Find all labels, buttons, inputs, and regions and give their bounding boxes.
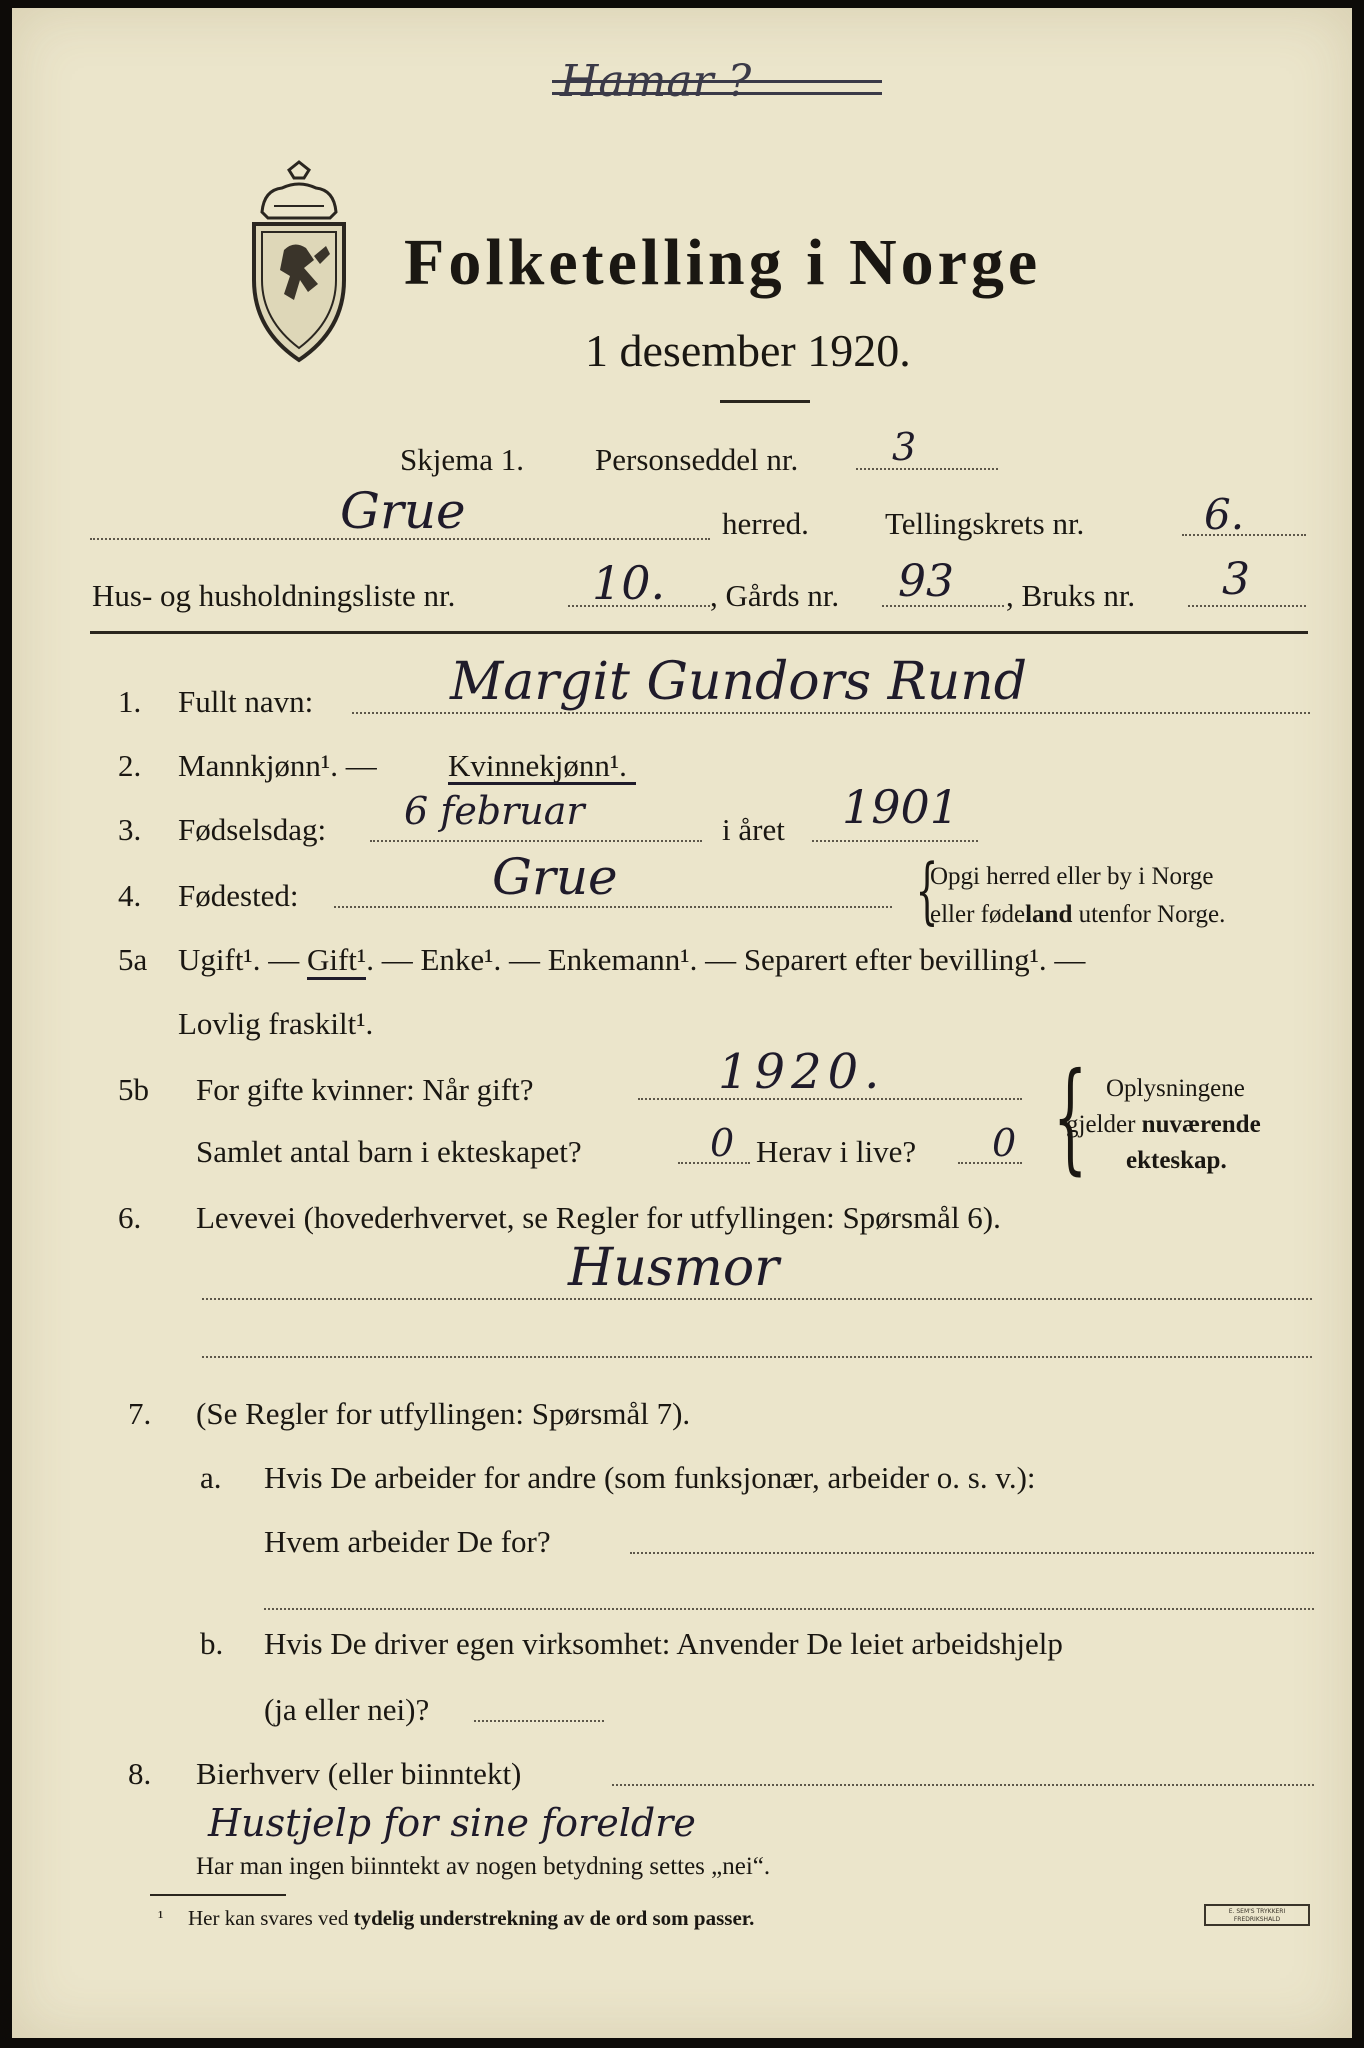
schema-label: Skjema 1.	[400, 442, 524, 477]
q3-number: 3.	[118, 812, 142, 847]
footnote-divider	[150, 1894, 286, 1896]
side-income-note: Har man ingen biinntekt av nogen betydning settes „nei“.	[196, 1853, 771, 1880]
q7b-label: Hvis De driver egen virksomhet: Anvender De leiet arbeidshjelp	[264, 1626, 1063, 1661]
q3-label: Fødselsdag:	[178, 812, 327, 847]
occupation-field-1[interactable]	[202, 1298, 1312, 1300]
birthplace-note-line2: eller fødeland utenfor Norge.	[930, 901, 1226, 928]
page-title: Folketelling i Norge	[404, 226, 1042, 299]
birthday-value: 6 februar	[404, 789, 585, 833]
children-value: 0	[710, 1121, 735, 1165]
q8-label: Bierhverv (eller biinntekt)	[196, 1756, 522, 1791]
crossed-out-note: Hamar ?	[560, 56, 752, 107]
strike-line	[552, 92, 882, 95]
birthday-field[interactable]	[370, 840, 702, 842]
birth-year-value: 1901	[842, 780, 960, 834]
hired-help-field[interactable]	[474, 1720, 604, 1722]
status-gift: Gift¹	[307, 942, 366, 980]
bruks-label: , Bruks nr.	[1006, 578, 1136, 613]
q7a-line2: Hvem arbeider De for?	[264, 1524, 551, 1559]
printer-stamp: E. SEM'S TRYKKERI FREDRIKSHALD	[1204, 1904, 1310, 1926]
tellingskrets-value: 6.	[1204, 490, 1245, 539]
birth-year-label: i året	[722, 812, 785, 847]
q5a-number: 5a	[118, 942, 148, 977]
gards-value: 93	[898, 556, 954, 607]
q1-label: Fullt navn:	[178, 684, 314, 719]
personseddel-field[interactable]	[856, 468, 998, 470]
herred-label: herred.	[722, 506, 809, 541]
q7a-letter: a.	[200, 1460, 222, 1495]
q7b-line2: (ja eller nei)?	[264, 1692, 430, 1727]
married-when-value: 1920.	[718, 1044, 886, 1100]
q5b-label: For gifte kvinner: Når gift?	[196, 1072, 534, 1107]
q6-label: Levevei (hovederhvervet, se Regler for utfyllingen: Spørsmål 6).	[196, 1200, 1001, 1235]
q7-label: (Se Regler for utfyllingen: Spørsmål 7).	[196, 1396, 691, 1431]
q6-number: 6.	[118, 1200, 142, 1235]
sex-male-option[interactable]: Mannkjønn¹. —	[178, 748, 377, 783]
marriage-note-line3: ekteskap.	[1126, 1147, 1227, 1174]
employer-field-2[interactable]	[264, 1608, 1314, 1610]
birthplace-note-brace: {	[915, 848, 939, 932]
birthplace-value: Grue	[492, 848, 618, 906]
q7a-label: Hvis De arbeider for andre (som funksjonær, arbeider o. s. v.):	[264, 1460, 1036, 1495]
q4-label: Fødested:	[178, 878, 299, 913]
coat-of-arms-icon	[234, 160, 364, 370]
marriage-note-brace: {	[1052, 1048, 1088, 1187]
q7b-letter: b.	[200, 1626, 224, 1661]
header-divider	[90, 631, 1308, 634]
census-form-sheet	[12, 8, 1352, 2038]
full-name-field[interactable]	[352, 712, 1310, 714]
employer-field-1[interactable]	[630, 1552, 1314, 1554]
full-name-value: Margit Gundors Rund	[450, 652, 1028, 712]
alive-label: Herav i live?	[756, 1134, 917, 1169]
bruks-value: 3	[1222, 554, 1250, 605]
sex-female-option[interactable]: Kvinnekjønn¹.	[448, 748, 627, 783]
marriage-note-line2: gjelder nuværende	[1066, 1111, 1261, 1138]
q2-number: 2.	[118, 748, 142, 783]
marital-status-options[interactable]: Ugift¹. — Gift¹. — Enke¹. — Enkemann¹. — Separert efter bevilling¹. —	[178, 944, 1085, 975]
census-date: 1 desember 1920.	[585, 325, 911, 376]
q4-number: 4.	[118, 878, 142, 913]
q7-number: 7.	[128, 1396, 152, 1431]
birth-year-field[interactable]	[812, 840, 978, 842]
herred-value: Grue	[340, 482, 466, 540]
marriage-note-line1: Oplysningene	[1106, 1075, 1245, 1102]
title-divider	[720, 400, 810, 403]
occupation-field-2[interactable]	[202, 1356, 1312, 1358]
footnote-text: Her kan svares ved tydelig understrekning av de ord som passer.	[188, 1906, 755, 1930]
children-label: Samlet antal barn i ekteskapet?	[196, 1134, 582, 1169]
q5b-number: 5b	[118, 1072, 149, 1107]
female-underline-mark	[448, 782, 636, 785]
alive-value: 0	[992, 1121, 1017, 1165]
gards-label: , Gårds nr.	[710, 578, 840, 613]
marital-status-line2[interactable]: Lovlig fraskilt¹.	[178, 1006, 374, 1041]
side-income-value: Hustjelp for sine foreldre	[208, 1801, 696, 1845]
q1-number: 1.	[118, 684, 142, 719]
birthplace-field[interactable]	[334, 906, 892, 908]
occupation-value: Husmor	[568, 1238, 779, 1298]
side-income-field-1[interactable]	[612, 1784, 1314, 1786]
status-ugift: Ugift¹. —	[178, 942, 300, 977]
tellingskrets-label: Tellingskrets nr.	[885, 506, 1085, 541]
bruks-field[interactable]	[1188, 605, 1306, 607]
q8-number: 8.	[128, 1756, 152, 1791]
personseddel-value: 3	[892, 425, 917, 469]
footnote-mark: ¹	[158, 1907, 164, 1927]
household-list-value: 10.	[592, 556, 666, 610]
personseddel-label: Personseddel nr.	[595, 442, 799, 477]
household-list-label: Hus- og husholdningsliste nr.	[92, 578, 456, 613]
birthplace-note-line1: Opgi herred eller by i Norge	[930, 863, 1214, 890]
strike-line	[552, 80, 882, 83]
